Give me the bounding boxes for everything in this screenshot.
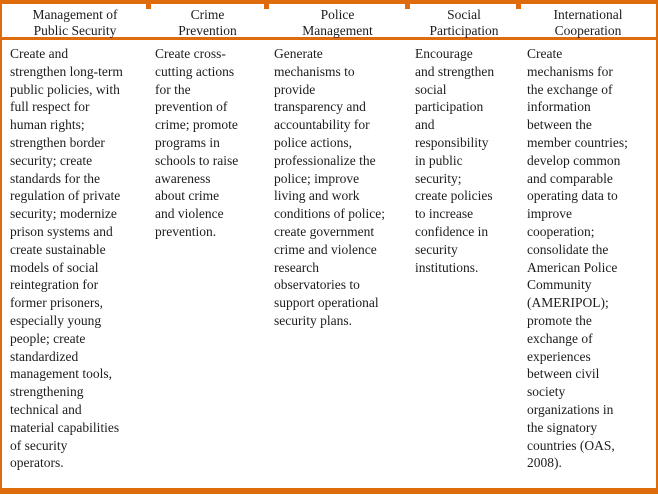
cell-police-management: Generate mechanisms to provide transparency and accountability for police actions, professionalize the police; improve living and work conditions of police; create government crime and violence research observatories to support operational security plans. [274, 46, 385, 328]
table-bottom-border [0, 488, 658, 494]
column-header-police-management [267, 4, 408, 40]
cell-social-participation: Encourage and strengthen social participation and responsibility in public security; create policies to increase confidence in security institutions. [415, 46, 495, 275]
cell-crime-prevention: Create cross-cutting actions for the prevention of crime; promote programs in schools to raise awareness about crime and violence prevention. [155, 46, 239, 239]
security-policy-table [2, 4, 656, 488]
column-header-label: Social Participation [429, 7, 499, 38]
column-header-crime-prevention [148, 4, 267, 40]
column-header-international-cooperation [520, 4, 656, 40]
column-header-label: Police Management [302, 7, 373, 38]
column-header-label: Crime Prevention [178, 7, 237, 38]
column-header-management-public-security [2, 4, 148, 40]
column-header-label: Management of Public Security [32, 7, 118, 38]
cell-management-public-security: Create and strengthen long-term public policies, with full respect for human rights; strengthen border security; create standards for the regulation of private security; modernize prison systems and create sustainable models of social reintegration for former prisoners, especially young people; create standardized management tools, strengthening technical and material capabilities of security operators. [10, 46, 123, 471]
column-header-label: International Cooperation [553, 7, 623, 38]
column-header-social-participation [408, 4, 520, 40]
cell-international-cooperation: Create mechanisms for the exchange of information between the member countries; develop common and comparable operating data to improve cooperation; consolidate the American Police Community (AMERIPOL); promote the exchange of experiences between civil society organizations in the signatory countries (OAS, 2008). [527, 46, 628, 471]
